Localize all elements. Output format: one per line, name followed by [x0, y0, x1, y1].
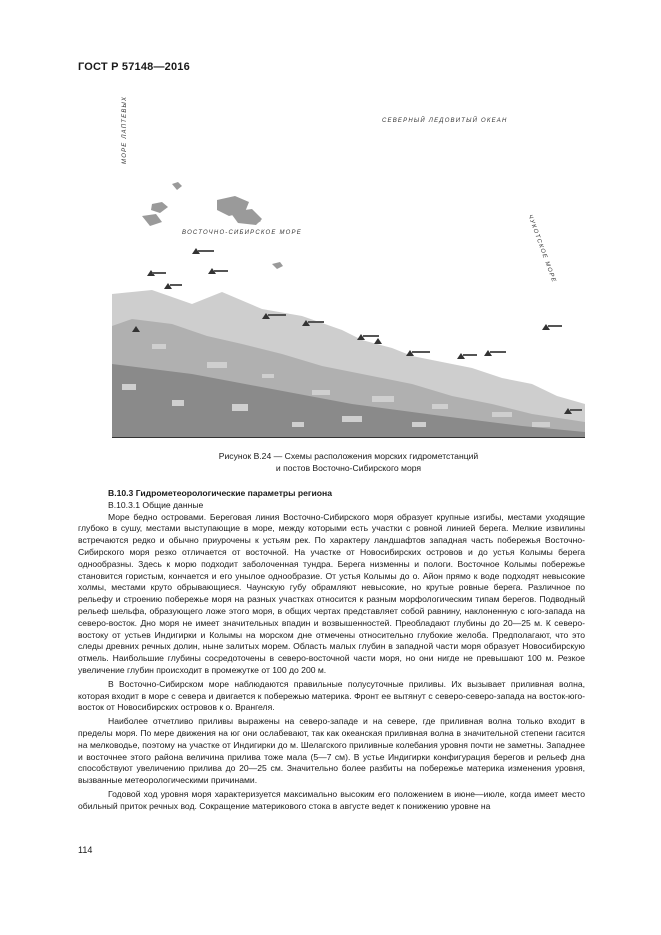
map-drawing: [112, 104, 585, 437]
section-body: [78, 488, 585, 813]
caption-line-1: Рисунок В.24 — Схемы расположения морских гидрометстанций: [218, 451, 479, 461]
document-header: ГОСТ Р 57148—2016: [78, 61, 190, 73]
paragraph: Годовой ход уровня моря характеризуется максимально высоким его положением в июне—июле, когда имеет место обильный приток речных вод. Сокращение материкового стока в августе ведет к понижению уровне на: [78, 788, 585, 811]
caption-line-2: и постов Восточно-Сибирского моря: [275, 463, 422, 473]
paragraph: Наиболее отчетливо приливы выражены на северо-западе и на севере, где приливная волна только входит в пределы моря. По мере движения на юг они ослабевают, так как океанская приливная волна в значительной степени гасится на мелководье, поэтому на участке от Индигирки до м. Шелагского приливные колебания уровня почти не заметны. Западнее и восточнее этого района величина прилива тоже мала (5—7 см). В устье Индигирки конфигурация берегов и рельеф дна способствуют увеличению прилива до 20—25 см. Значительно более разбиты на побережье материка изменения уровня, вызванные метеорологическими причинами.: [78, 716, 585, 786]
section-heading: В.10.3 Гидрометеорологические параметры региона: [108, 488, 332, 498]
page-number: 114: [78, 845, 93, 855]
sea-label: ВОСТОЧНО-СИБИРСКОЕ МОРЕ: [182, 230, 302, 236]
map-figure: [112, 95, 585, 438]
chukchi-sea-label: ЧУКОТСКОЕ МОРЕ: [526, 214, 557, 284]
laptev-sea-label: МОРЕ ЛАПТЕВЫХ: [122, 95, 128, 164]
mainland: [112, 290, 585, 437]
paragraph: В Восточно-Сибирском море наблюдаются правильные полусуточные приливы. Их вызывает приливная волна, которая входит в море с севера и двигается к побережью материка. Фронт ее вытянут с северо-северо-запада на восток-юго-восток от Новосибирских островов к о. Врангеля.: [78, 678, 585, 713]
paragraph: Море бедно островами. Береговая линия Восточно-Сибирского моря образует крупные изгибы, местами уходящие глубоко в сушу, местами выступающие в море, между которыми есть участки с ровной линией берега. Мелкие извилины встречаются редко и обычно приурочены к устьям рек. По характеру ландшафтов западная часть побережья Восточно-Сибирского моря резко отличается от восточной. На участке от Новосибирских островов и до устья Колымы берега однообразны. Здесь к морю подходит заболоченная тундра. Берега низменны и пологи. Восточное Колымы побережье становится гористым, кончается и его унылое однообразие. От устья Колымы до о. Айон прямо к воде подходят невысокие холмы, местами круто обрывающиеся. Чаунскую губу обрамляют невысокие, но крутые ровные берега. Различное по рельефу и строению побережье моря на разных участках относится к разным морфологическим типам берегов. Подводный рельеф шельфа, образующего ложе этого моря, в общих чертах представляет собой равнину, наклоненную с юго-запада на северо-восток. Дно моря не имеет значительных впадин и возвышенностей. Преобладают глубины до 20—25 м. К северо-востоку от устьев Индигирки и Колымы на морском дне отмечены относительно глубокие желоба. Предполагают, что это следы древних речных долин, ныне залитых морем. Область малых глубин в западной части моря образует Новосибирскую отмель. Наибольшие глубины сосредоточены в северо-восточной части моря, но они нигде не превышают 100 м. Резкое увеличение глубин происходит в промежутке от 100 до 200 м.: [78, 511, 585, 675]
ocean-label: СЕВЕРНЫЙ ЛЕДОВИТЫЙ ОКЕАН: [382, 118, 508, 124]
figure-caption: [112, 450, 585, 474]
islands: [142, 182, 283, 269]
subsection-heading: В.10.3.1 Общие данные: [108, 499, 204, 510]
